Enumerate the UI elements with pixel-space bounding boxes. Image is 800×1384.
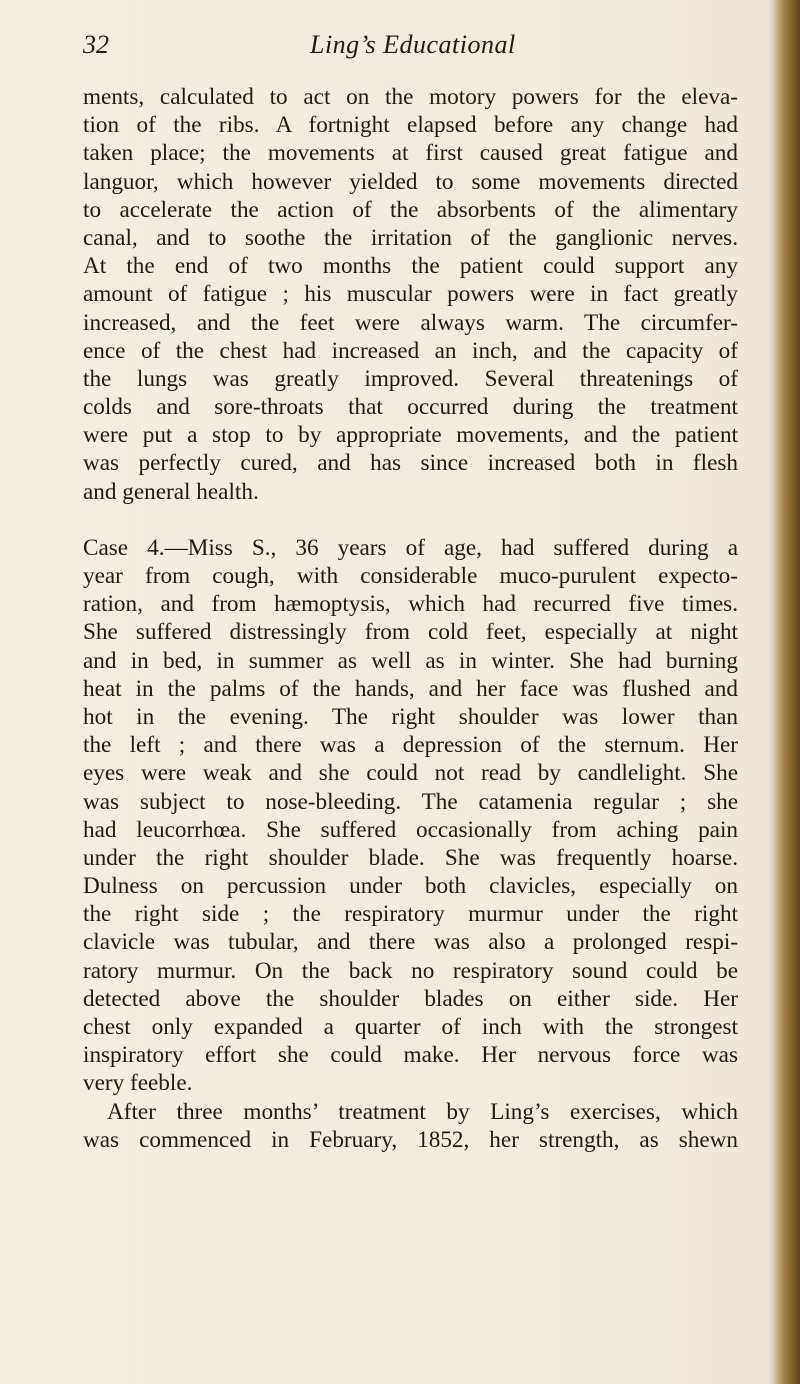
text-line: hot in the evening. The right shoulder was lower than — [83, 703, 738, 730]
running-head: Ling’s Educational — [310, 30, 516, 59]
text-line: She suffered distressingly from cold feet, especially at night — [83, 619, 738, 646]
text-line: ratory murmur. On the back no respiratory sound could be — [83, 957, 738, 984]
text-line: ration, and from hæmoptysis, which had recurred five times. — [83, 591, 738, 618]
text-line: was commenced in February, 1852, her strength, as shewn — [83, 1126, 738, 1153]
text-line: very feeble. — [83, 1070, 193, 1097]
text-line: the left ; and there was a depression of the sternum. Her — [83, 732, 738, 759]
paragraph-1 — [83, 83, 738, 506]
text-line: At the end of two months the patient could support any — [83, 253, 738, 280]
text-line: tion of the ribs. A fortnight elapsed before any change had — [83, 112, 738, 139]
text-line: were put a stop to by appropriate movements, and the patient — [83, 422, 738, 449]
text-line: year from cough, with considerable muco-purulent expecto- — [83, 563, 738, 589]
text-line: taken place; the movements at first caused great fatigue and — [83, 140, 738, 167]
text-line: Case 4.—Miss S., 36 years of age, had suffered during a — [83, 534, 738, 561]
text-line: Dulness on percussion under both clavicles, especially on — [83, 873, 738, 900]
text-line: inspiratory effort she could make. Her nervous force was — [83, 1042, 738, 1069]
paragraph-3 — [83, 1098, 738, 1154]
paragraph-2-case-4 — [83, 534, 738, 1098]
page-edge-binding — [766, 0, 800, 1384]
text-line: ments, calculated to act on the motory powers for the eleva- — [83, 84, 738, 110]
text-line: and in bed, in summer as well as in winter. She had burning — [83, 647, 738, 674]
text-line: heat in the palms of the hands, and her face was flushed and — [83, 675, 738, 702]
text-line: clavicle was tubular, and there was also a prolonged respi- — [83, 929, 738, 956]
text-line: and general health. — [83, 478, 259, 505]
text-line: languor, which however yielded to some movements directed — [83, 168, 738, 195]
text-line: the right side ; the respiratory murmur under the right — [83, 901, 738, 928]
text-line: under the right shoulder blade. She was frequently hoarse. — [83, 844, 738, 871]
text-line: amount of fatigue ; his muscular powers were in fact greatly — [83, 281, 738, 308]
text-line: canal, and to soothe the irritation of the ganglionic nerves. — [83, 224, 738, 251]
text-line: detected above the shoulder blades on either side. Her — [83, 985, 738, 1012]
text-line: the lungs was greatly improved. Several threatenings of — [83, 365, 738, 392]
text-line: had leucorrhœa. She suffered occasionally from aching pain — [83, 816, 738, 843]
page-number: 32 — [83, 30, 109, 59]
text-line: After three months’ treatment by Ling’s exercises, which — [107, 1098, 738, 1125]
text-line: colds and sore-throats that occurred during the treatment — [83, 394, 738, 421]
page-header — [0, 30, 760, 70]
text-line: ence of the chest had increased an inch, and the capacity of — [83, 337, 738, 364]
text-line: was subject to nose-bleeding. The catamenia regular ; she — [83, 788, 738, 815]
text-line: chest only expanded a quarter of inch with the strongest — [83, 1014, 738, 1040]
body-text — [83, 83, 738, 1154]
text-line: increased, and the feet were always warm. The circumfer- — [83, 309, 738, 336]
text-line: eyes were weak and she could not read by candlelight. She — [83, 760, 738, 787]
paragraph-gap — [83, 506, 738, 534]
text-line: to accelerate the action of the absorbents of the alimentary — [83, 196, 738, 223]
text-line: was perfectly cured, and has since increased both in flesh — [83, 450, 738, 477]
